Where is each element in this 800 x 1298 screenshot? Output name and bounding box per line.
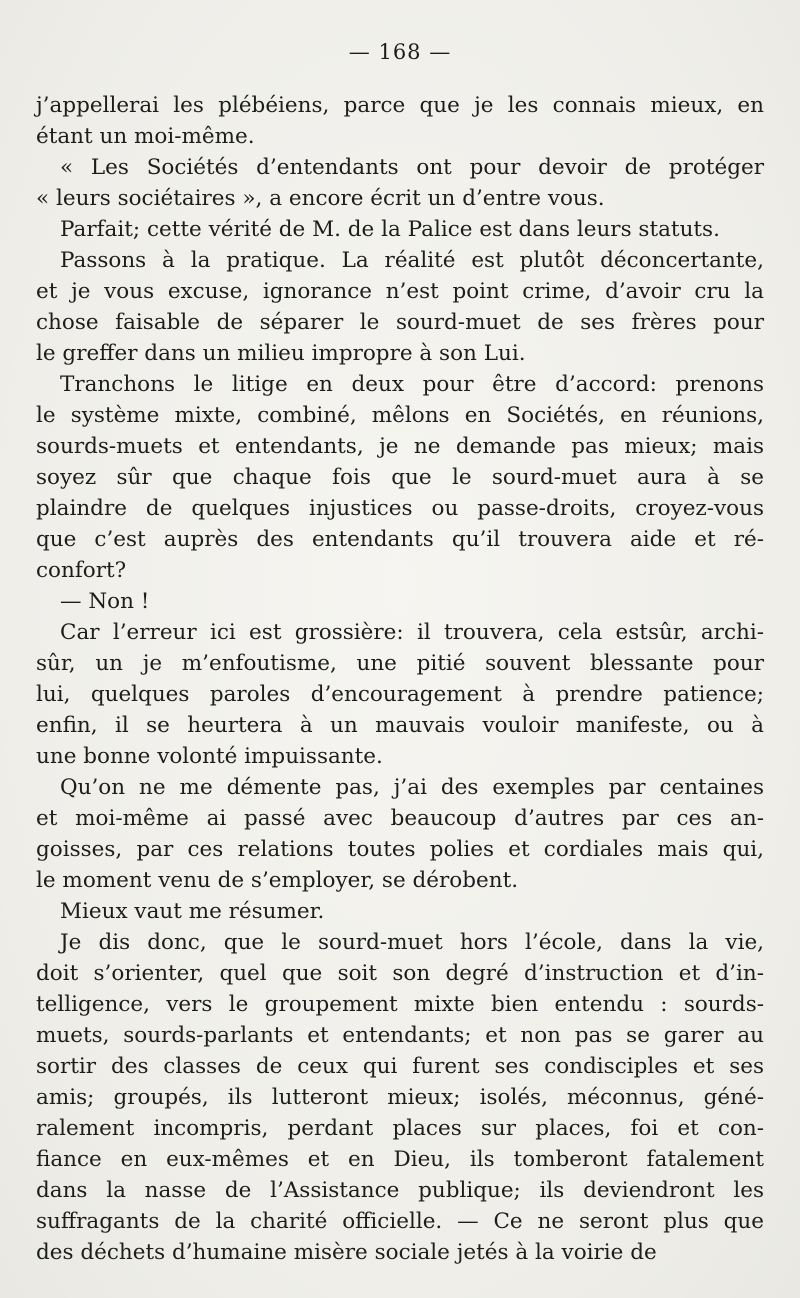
text-line: confort? — [36, 558, 127, 583]
paragraph — [36, 90, 764, 152]
text-line: Parfait; cette vérité de M. de la Palice est dans leurs statuts. — [60, 217, 720, 242]
text-line: le greffer dans un milieu impropre à son Lui. — [36, 341, 526, 366]
text-line: étant un moi-même. — [36, 124, 255, 149]
text-line: ralement incompris, perdant places sur places, foi et con- — [36, 1116, 764, 1141]
text-line: « Les Sociétés d’entendants ont pour devoir de protéger — [60, 155, 764, 180]
text-line: doit s’orienter, quel que soit son degré d’instruction et d’in- — [36, 961, 764, 986]
text-line: sûr, un je m’enfoutisme, une pitié souvent blessante pour — [36, 651, 764, 676]
page-number: — 168 — — [348, 40, 452, 64]
text-line: soyez sûr que chaque fois que le sourd-muet aura à se — [36, 465, 764, 490]
text-line: « leurs sociétaires », a encore écrit un d’entre vous. — [36, 186, 605, 211]
text-line: sortir des classes de ceux qui furent ses condisciples et ses — [36, 1054, 764, 1079]
paragraph — [36, 369, 764, 586]
text-line: et moi-même ai passé avec beaucoup d’autres par ces an- — [36, 806, 764, 831]
text-line: suffragants de la charité officielle. — Ce ne seront plus que — [36, 1209, 764, 1234]
text-line: lui, quelques paroles d’encouragement à prendre patience; — [36, 682, 764, 707]
text-line: muets, sourds-parlants et entendants; et non pas se garer au — [36, 1023, 764, 1048]
paragraph — [36, 896, 764, 927]
text-line: des déchets d’humaine misère sociale jetés à la voirie de — [36, 1240, 657, 1265]
text-line: que c’est auprès des entendants qu’il trouvera aide et ré- — [36, 527, 764, 552]
text-line: Tranchons le litige en deux pour être d’accord: prenons — [60, 372, 764, 397]
text-line: goisses, par ces relations toutes polies et cordiales mais qui, — [36, 837, 764, 862]
text-line: amis; groupés, ils lutteront mieux; isolés, méconnus, géné- — [36, 1085, 764, 1110]
paragraph — [36, 617, 764, 772]
text-line: plaindre de quelques injustices ou passe-droits, croyez-vous — [36, 496, 764, 521]
text-line: le moment venu de s’employer, se dérobent. — [36, 868, 519, 893]
text-line: Mieux vaut me résumer. — [60, 899, 325, 924]
text-line: dans la nasse de l’Assistance publique; ils deviendront les — [36, 1178, 764, 1203]
text-line: Qu’on ne me démente pas, j’ai des exemples par centaines — [60, 775, 764, 800]
text-line: Passons à la pratique. La réalité est plutôt déconcertante, — [60, 248, 764, 273]
paragraph — [36, 927, 764, 1268]
body-text — [36, 90, 764, 1268]
paragraph — [36, 586, 764, 617]
text-line: telligence, vers le groupement mixte bien entendu : sourds- — [36, 992, 764, 1017]
text-line: Car l’erreur ici est grossière: il trouvera, cela estsûr, archi- — [60, 620, 764, 645]
text-line: sourds-muets et entendants, je ne demande pas mieux; mais — [36, 434, 764, 459]
paragraph — [36, 245, 764, 369]
paragraph — [36, 152, 764, 214]
paragraph — [36, 214, 764, 245]
text-line: une bonne volonté impuissante. — [36, 744, 383, 769]
text-line: enfin, il se heurtera à un mauvais vouloir manifeste, ou à — [36, 713, 764, 738]
text-line: fiance en eux-mêmes et en Dieu, ils tomberont fatalement — [36, 1147, 764, 1172]
text-line: chose faisable de séparer le sourd-muet de ses frères pour — [36, 310, 764, 335]
text-line: et je vous excuse, ignorance n’est point crime, d’avoir cru la — [36, 279, 764, 304]
text-line: Je dis donc, que le sourd-muet hors l’école, dans la vie, — [60, 930, 764, 955]
text-line: le système mixte, combiné, mêlons en Sociétés, en réunions, — [36, 403, 764, 428]
text-line: — Non ! — [60, 589, 150, 614]
paragraph — [36, 772, 764, 896]
text-line: j’appellerai les plébéiens, parce que je les connais mieux, en — [36, 93, 764, 118]
